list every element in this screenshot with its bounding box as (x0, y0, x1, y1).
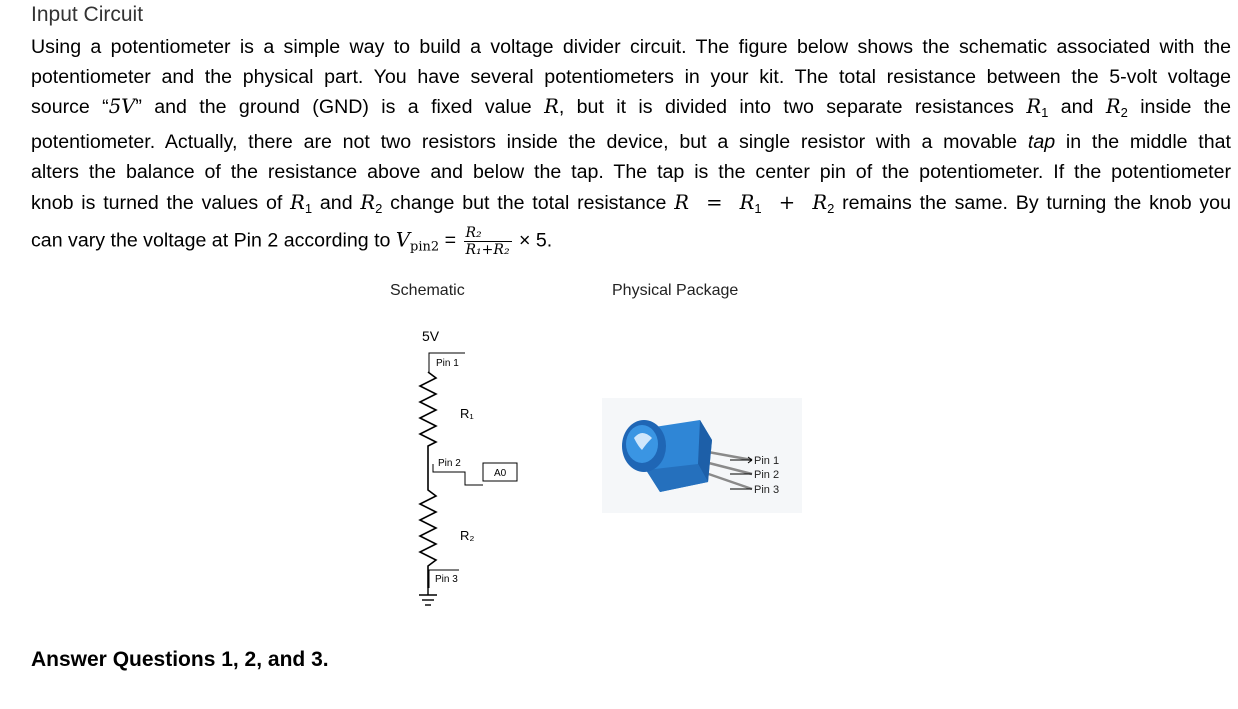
math: + R (761, 190, 828, 214)
text: can vary the voltage at Pin 2 according to (31, 229, 396, 252)
math: R = R (674, 190, 755, 214)
potentiometer-illustration (602, 398, 802, 513)
pkg-pin1-label: Pin 1 (754, 455, 780, 467)
pin1-label: Pin 1 (436, 358, 459, 369)
text: and (1048, 96, 1106, 119)
pkg-pin3-label: Pin 3 (754, 484, 780, 496)
text: × 5. (513, 229, 553, 252)
math: V (395, 228, 411, 252)
subscript: 1 (1041, 105, 1049, 121)
text: potentiometer. Actually, there are not two resistors inside the device, but a single resistor with a movable (31, 131, 1028, 154)
subscript: pin2 (410, 239, 440, 255)
subscript: 2 (375, 200, 383, 216)
text: = (439, 229, 462, 252)
text: remains the same. By turning the knob you (834, 191, 1231, 214)
fraction-numerator: R₂ (464, 225, 512, 242)
para-line-1: Using a potentiometer is a simple way to build a voltage divider circuit. The figure below shows the schematic associated with the (31, 36, 1231, 58)
tap-emphasis: tap (1027, 131, 1056, 154)
text: source “ (31, 96, 109, 119)
para-line-4 (31, 128, 1231, 158)
fraction-denominator: R₁+R₂ (465, 242, 510, 259)
math: R (1105, 95, 1121, 119)
schematic-caption: Schematic (390, 282, 465, 299)
resistor-zigzag (420, 372, 436, 588)
r2-label: R₂ (460, 528, 475, 543)
pkg-pin2-label: Pin 2 (754, 469, 780, 481)
answer-instruction: Answer Questions 1, 2, and 3. (31, 648, 329, 671)
section-heading: Input Circuit (31, 3, 144, 26)
subscript: 2 (1120, 105, 1128, 121)
subscript: 1 (304, 200, 313, 216)
physical-caption: Physical Package (612, 282, 739, 299)
para-line-6 (31, 188, 1231, 224)
text: knob is turned the values of (31, 191, 291, 214)
subscript: 2 (827, 200, 835, 216)
r1-label: R₁ (460, 406, 474, 421)
math: R (544, 95, 559, 119)
math: 5V (108, 95, 136, 119)
text: and (312, 191, 361, 214)
math: R (290, 190, 305, 214)
para-line-7 (31, 225, 1231, 262)
text: , but it is divided into two separate resistances (558, 96, 1027, 119)
math: R (360, 190, 376, 214)
text: inside the (1127, 96, 1231, 119)
pin2-label: Pin 2 (438, 458, 461, 469)
voltage-fraction (464, 225, 512, 258)
pin3-label: Pin 3 (435, 574, 458, 585)
text: change but the total resistance (382, 191, 675, 214)
schematic-diagram (395, 320, 545, 620)
para-line-3 (31, 92, 1231, 128)
subscript: 1 (754, 200, 762, 216)
ao-label: A0 (494, 468, 507, 479)
math: R (1026, 95, 1042, 119)
para-line-5: alters the balance of the resistance above and below the tap. The tap is the center pin of the potentiometer. If the potentiometer (31, 160, 1231, 183)
text: ” and the ground (GND) is a fixed value (135, 96, 545, 119)
five-v-label: 5V (422, 328, 440, 344)
text: in the middle that (1055, 131, 1231, 154)
para-line-2: potentiometer and the physical part. You have several potentiometers in your kit. The total resistance between the 5-volt voltage (31, 65, 1231, 88)
intro-paragraph (31, 33, 1231, 263)
